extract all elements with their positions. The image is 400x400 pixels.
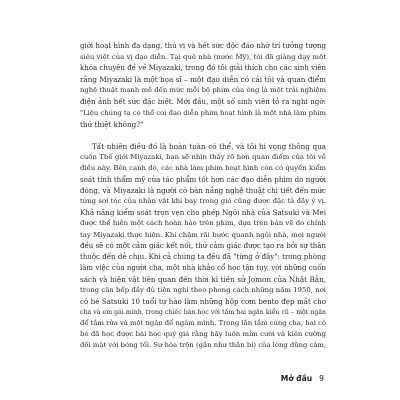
text-line: giới hoạt hình đa dạng, thú vị và hết sức độc đáo nhờ trí tưởng tượng bbox=[80, 42, 326, 50]
text-line: cha và em gái mình, trong chiếc bàn học với tấm hai ngăn kiểu cũ – một ngăn bbox=[80, 309, 326, 317]
text-line: đối mặt với bóng tối. Sự hòa trộn (gần như thần bí) của lòng dũng cảm, bbox=[80, 341, 326, 350]
paragraph-1 bbox=[80, 41, 326, 130]
text-line: thuộc đến dễ chịu. Khi cả chúng ta đều đã "từng ở đây": trong phòng bbox=[80, 252, 326, 261]
text-line: thứ thiệt không?" bbox=[80, 119, 144, 129]
text-line: điện ảnh hết sức đặc biệt. Mới đầu, một số sinh viên tỏ ra nghi ngờ: bbox=[80, 97, 326, 107]
text-line: tay Miyazaki thực hiện. Khi chậm rãi bước quanh ngôi nhà, mọi người bbox=[80, 230, 326, 239]
text-line: "Liệu chúng ta có thể coi đạo diễn phim hoạt hình là một nhà làm phim bbox=[80, 108, 326, 117]
page-number: 9 bbox=[319, 374, 324, 383]
text-line: sách và hiện vật liên quan đến thời kì tiền sử Jomon của Nhật Bản, bbox=[80, 274, 326, 284]
running-footer-title: Mở đầu bbox=[280, 374, 313, 383]
text-line: từng sợi tóc của nhân vật khi bay trong gió cũng được đặc tả đầy ý vị. bbox=[80, 197, 326, 206]
text-line: để tắm rửa và một ngăn để ngâm mình. Trong lần tắm cùng cha, hai cô bbox=[80, 319, 326, 328]
text-line: khóa chuyên đề về Miyazaki, trong đó tôi giải thích cho các sinh viên bbox=[80, 64, 326, 73]
text-line: rằng Miyazaki là một họa sĩ – một đạo diễn có cái tôi và quan điểm bbox=[80, 75, 326, 85]
text-line: điều này. Bên cạnh đó, các nhà làm phim hoạt hình còn có quyền kiểm bbox=[80, 163, 326, 172]
page-footer bbox=[281, 374, 324, 383]
text-line: soát tính thẩm mỹ của tác phẩm tốt hơn các đạo diễn phim do người bbox=[80, 175, 326, 185]
text-line: cuốn Thế giới Miyazaki, bạn sẽ nhìn thấy rõ hơn quan điểm của tôi về bbox=[80, 152, 326, 161]
text-line: đều sẽ có một cảm giác kết nối, thứ cảm giác được tạo ra bởi sự thân bbox=[80, 241, 326, 250]
text-line: Tất nhiên điều đó là hoàn toàn có thể, và tôi hi vọng thông qua bbox=[92, 141, 326, 151]
paragraph-2 bbox=[80, 141, 326, 352]
text-line: Khả năng kiểm soát trọn vẹn cho phép Ngôi nhà của Satsuki và Mei bbox=[80, 208, 326, 218]
text-line: siêu việt của vị đạo diễn. Tại quê nhà (nước Mỹ), tôi đã giảng dạy một bbox=[80, 53, 326, 62]
text-line: làm việc của người cha, một nhà khảo cổ học tận tụy, với những cuốn bbox=[80, 263, 326, 272]
text-line: bé đã học được bài học quý giá rằng hãy luôn mỉm cười và kiên cường bbox=[80, 330, 326, 339]
text-line: trong căn bếp đầy đủ tiện nghi theo phong cách những năm 1950, nơi bbox=[80, 285, 326, 294]
text-line: được thể hiện một cách hoàn hảo trên phim, dựa trên bản vẽ do chính bbox=[80, 219, 326, 228]
text-line: đóng, và Miyazaki là người có bàn nắng nghệ thuật chi tiết đến mức bbox=[80, 186, 326, 196]
text-line: nghệ thuật mạnh mẽ đến mức mỗi bộ phim của ông là một trải nghiệm bbox=[80, 86, 326, 95]
text-line: cô bé Satsuki 10 tuổi tự hào làm những hộp cơm bento đẹp mắt cho bbox=[80, 297, 326, 307]
body-text bbox=[80, 41, 326, 352]
